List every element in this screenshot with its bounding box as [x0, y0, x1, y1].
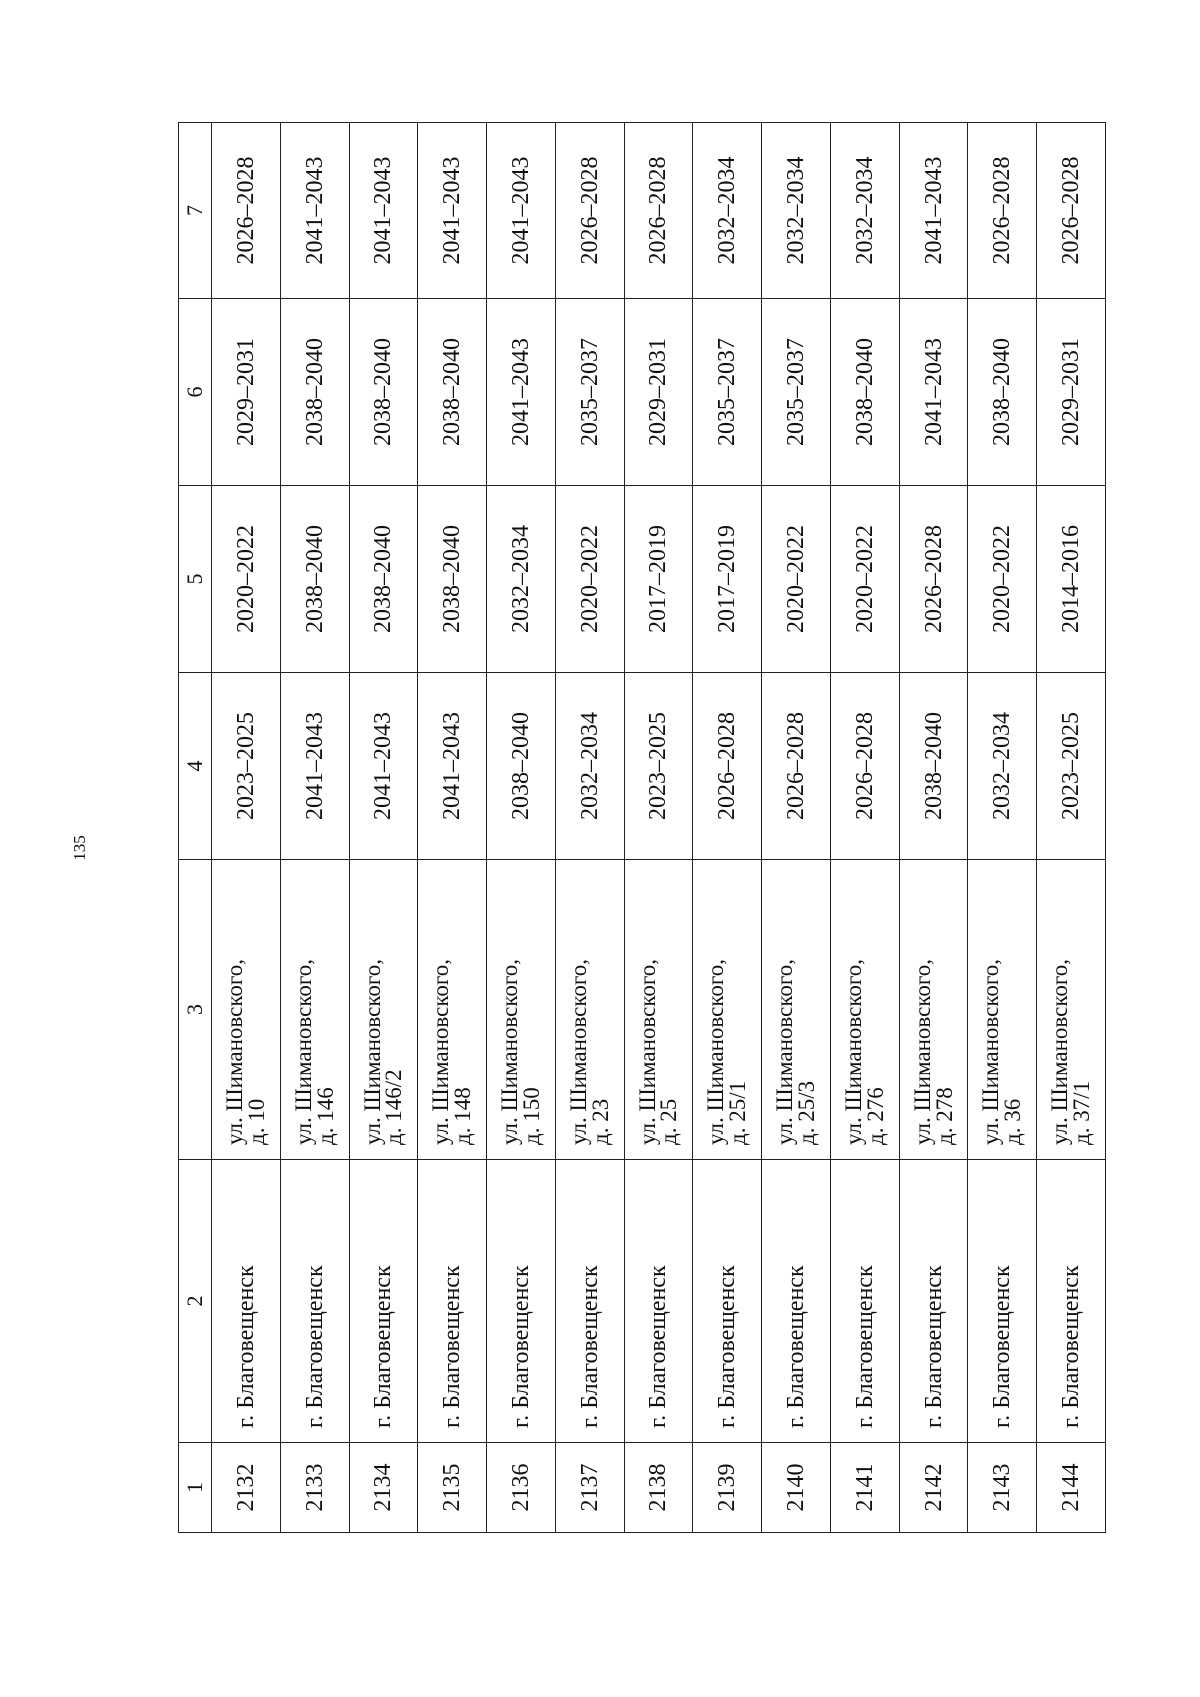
period-cell-5: 2038–2040: [418, 486, 487, 673]
row-number-cell: 2143: [968, 1443, 1037, 1533]
row-number-cell: 2138: [624, 1443, 693, 1533]
period-cell-7: 2032–2034: [762, 123, 831, 299]
row-number-cell: 2134: [349, 1443, 418, 1533]
column-header: 2: [179, 1160, 212, 1443]
address-cell: [487, 860, 556, 1160]
period-cell-6: 2029–2031: [212, 299, 281, 486]
period-cell-7: 2041–2043: [349, 123, 418, 299]
column-header: 4: [179, 673, 212, 860]
address-street: ул. Шимановского,: [772, 959, 798, 1145]
row-number-cell: 2135: [418, 1443, 487, 1533]
address-street: ул. Шимановского,: [1047, 959, 1073, 1145]
address-cell: [349, 860, 418, 1160]
period-cell-6: 2038–2040: [968, 299, 1037, 486]
address-house: д. 25/3: [794, 1080, 819, 1145]
table-row: [487, 123, 556, 1533]
period-cell-4: 2023–2025: [624, 673, 693, 860]
table-row: [555, 123, 624, 1533]
address-street: ул. Шимановского,: [909, 959, 935, 1145]
page-number: 135: [70, 835, 89, 861]
address-street: ул. Шимановского,: [634, 959, 660, 1145]
address-house: д. 150: [518, 1087, 544, 1145]
row-number-cell: 2140: [762, 1443, 831, 1533]
period-cell-4: 2023–2025: [212, 673, 281, 860]
address-house: д. 146/2: [381, 1069, 407, 1145]
period-cell-4: 2038–2040: [899, 673, 968, 860]
table-row: [899, 123, 968, 1533]
period-cell-4: 2026–2028: [762, 673, 831, 860]
period-cell-5: 2020–2022: [968, 486, 1037, 673]
header-row: [179, 123, 212, 1533]
period-cell-5: 2020–2022: [212, 486, 281, 673]
address-street: ул. Шимановского,: [359, 959, 385, 1145]
period-cell-7: 2041–2043: [280, 123, 349, 299]
period-cell-7: 2041–2043: [418, 123, 487, 299]
address-house: д. 148: [450, 1087, 476, 1145]
address-house: д. 25: [656, 1098, 682, 1145]
period-cell-7: 2026–2028: [212, 123, 281, 299]
city-cell: г. Благовещенск: [555, 1160, 624, 1443]
period-cell-6: 2029–2031: [1037, 299, 1106, 486]
data-table: [178, 122, 1106, 1533]
address-cell: [418, 860, 487, 1160]
period-cell-5: 2020–2022: [762, 486, 831, 673]
city-cell: г. Благовещенск: [1037, 1160, 1106, 1443]
period-cell-6: 2029–2031: [624, 299, 693, 486]
period-cell-4: 2032–2034: [968, 673, 1037, 860]
row-number-cell: 2133: [280, 1443, 349, 1533]
city-cell: г. Благовещенск: [418, 1160, 487, 1443]
city-cell: г. Благовещенск: [624, 1160, 693, 1443]
period-cell-5: 2032–2034: [487, 486, 556, 673]
address-house: д. 23: [587, 1098, 613, 1145]
column-header: 1: [179, 1443, 212, 1533]
period-cell-6: 2035–2037: [693, 299, 762, 486]
address-cell: [555, 860, 624, 1160]
period-cell-5: 2017–2019: [624, 486, 693, 673]
period-cell-5: 2038–2040: [349, 486, 418, 673]
period-cell-4: 2026–2028: [830, 673, 899, 860]
address-cell: [693, 860, 762, 1160]
table-row: [1037, 123, 1106, 1533]
address-street: ул. Шимановского,: [497, 959, 523, 1145]
period-cell-4: 2032–2034: [555, 673, 624, 860]
period-cell-6: 2041–2043: [899, 299, 968, 486]
address-cell: [968, 860, 1037, 1160]
address-street: ул. Шимановского,: [222, 959, 248, 1145]
table-container: [178, 123, 1106, 1533]
table-row: [762, 123, 831, 1533]
row-number-cell: 2137: [555, 1443, 624, 1533]
table-row: [349, 123, 418, 1533]
address-street: ул. Шимановского,: [428, 959, 454, 1145]
row-number-cell: 2139: [693, 1443, 762, 1533]
period-cell-5: 2026–2028: [899, 486, 968, 673]
table-row: [968, 123, 1037, 1533]
period-cell-5: 2014–2016: [1037, 486, 1106, 673]
table-row: [624, 123, 693, 1533]
address-street: ул. Шимановского,: [840, 959, 866, 1145]
address-cell: [830, 860, 899, 1160]
period-cell-6: 2038–2040: [418, 299, 487, 486]
city-cell: г. Благовещенск: [280, 1160, 349, 1443]
period-cell-6: 2038–2040: [830, 299, 899, 486]
row-number-cell: 2136: [487, 1443, 556, 1533]
address-house: д. 10: [243, 1098, 269, 1145]
city-cell: г. Благовещенск: [830, 1160, 899, 1443]
period-cell-7: 2032–2034: [693, 123, 762, 299]
period-cell-5: 2017–2019: [693, 486, 762, 673]
city-cell: г. Благовещенск: [349, 1160, 418, 1443]
address-street: ул. Шимановского,: [290, 959, 316, 1145]
period-cell-6: 2038–2040: [280, 299, 349, 486]
city-cell: г. Благовещенск: [487, 1160, 556, 1443]
table-row: [693, 123, 762, 1533]
address-house: д. 278: [931, 1087, 957, 1145]
row-number-cell: 2144: [1037, 1443, 1106, 1533]
city-cell: г. Благовещенск: [693, 1160, 762, 1443]
address-street: ул. Шимановского,: [703, 959, 729, 1145]
address-street: ул. Шимановского,: [565, 959, 591, 1145]
address-cell: [212, 860, 281, 1160]
table-row: [280, 123, 349, 1533]
address-house: д. 146: [312, 1087, 338, 1145]
city-cell: г. Благовещенск: [212, 1160, 281, 1443]
address-cell: [280, 860, 349, 1160]
period-cell-5: 2020–2022: [555, 486, 624, 673]
period-cell-6: 2035–2037: [555, 299, 624, 486]
period-cell-4: 2041–2043: [280, 673, 349, 860]
period-cell-6: 2041–2043: [487, 299, 556, 486]
table-row: [212, 123, 281, 1533]
period-cell-4: 2041–2043: [418, 673, 487, 860]
table-row: [830, 123, 899, 1533]
column-header: 6: [179, 299, 212, 486]
city-cell: г. Благовещенск: [968, 1160, 1037, 1443]
period-cell-7: 2026–2028: [624, 123, 693, 299]
row-number-cell: 2141: [830, 1443, 899, 1533]
period-cell-4: 2026–2028: [693, 673, 762, 860]
address-cell: [899, 860, 968, 1160]
period-cell-6: 2035–2037: [762, 299, 831, 486]
address-cell: [624, 860, 693, 1160]
address-street: ул. Шимановского,: [978, 959, 1004, 1145]
period-cell-7: 2041–2043: [487, 123, 556, 299]
address-cell: [762, 860, 831, 1160]
address-house: д. 25/1: [725, 1080, 751, 1145]
period-cell-7: 2032–2034: [830, 123, 899, 299]
period-cell-4: 2041–2043: [349, 673, 418, 860]
city-cell: г. Благовещенск: [899, 1160, 968, 1443]
address-house: д. 276: [862, 1087, 888, 1145]
period-cell-5: 2020–2022: [830, 486, 899, 673]
address-cell: [1037, 860, 1106, 1160]
address-house: д. 36: [1000, 1098, 1026, 1145]
period-cell-7: 2026–2028: [1037, 123, 1106, 299]
column-header: 5: [179, 486, 212, 673]
period-cell-7: 2026–2028: [968, 123, 1037, 299]
period-cell-5: 2038–2040: [280, 486, 349, 673]
column-header: 3: [179, 860, 212, 1160]
city-cell: г. Благовещенск: [762, 1160, 831, 1443]
table-row: [418, 123, 487, 1533]
row-number-cell: 2142: [899, 1443, 968, 1533]
period-cell-7: 2026–2028: [555, 123, 624, 299]
period-cell-7: 2041–2043: [899, 123, 968, 299]
address-house: д. 37/1: [1069, 1080, 1095, 1145]
period-cell-4: 2038–2040: [487, 673, 556, 860]
period-cell-6: 2038–2040: [349, 299, 418, 486]
period-cell-4: 2023–2025: [1037, 673, 1106, 860]
column-header: 7: [179, 123, 212, 299]
row-number-cell: 2132: [212, 1443, 281, 1533]
